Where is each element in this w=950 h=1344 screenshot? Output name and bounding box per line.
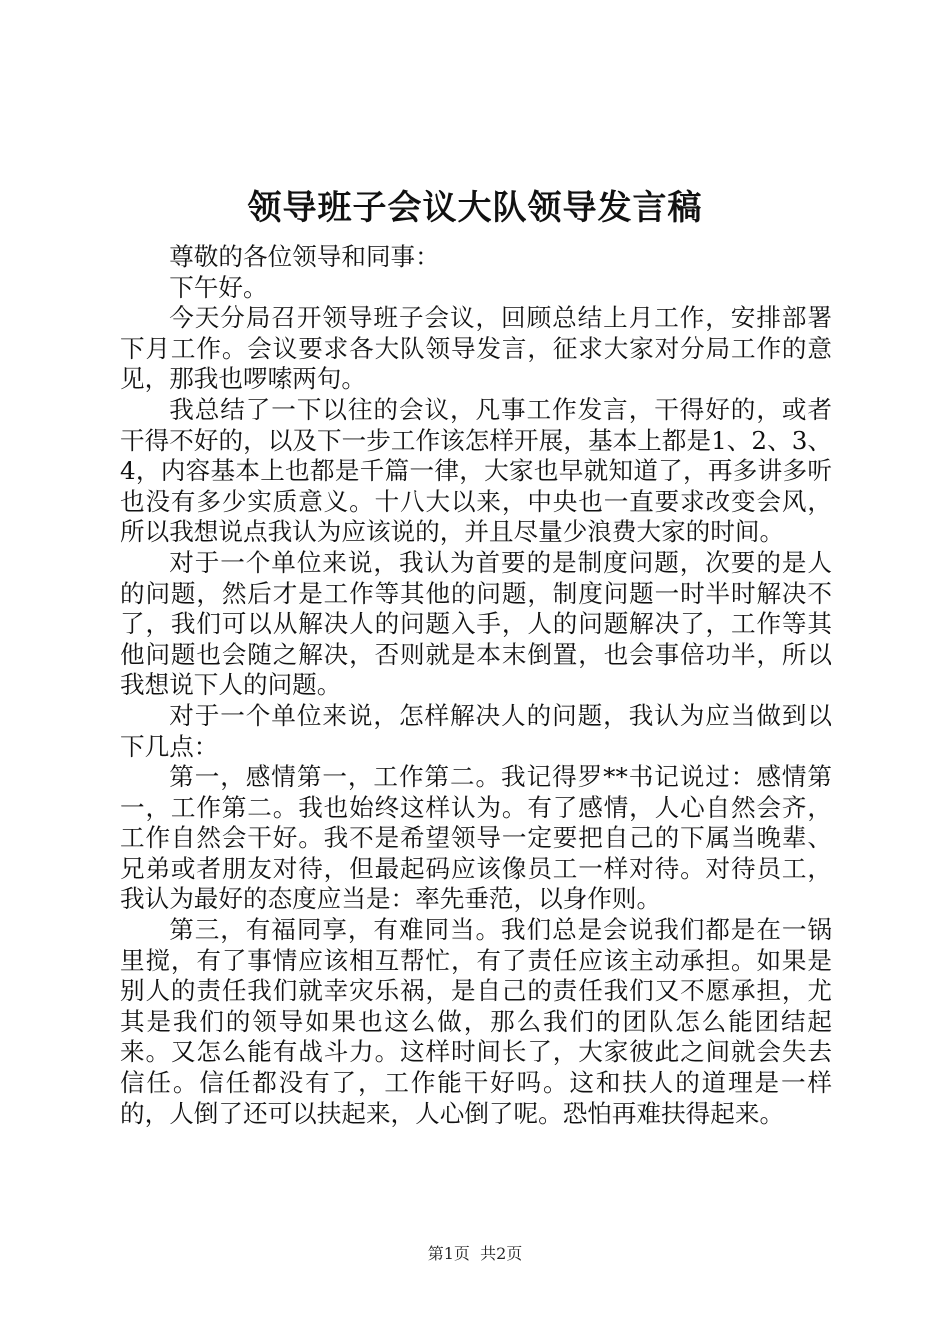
document-body	[120, 242, 832, 1129]
document-title: 领导班子会议大队领导发言稿	[247, 188, 703, 228]
paragraph-point-one: 第一，感情第一，工作第二。我记得罗**书记说过：感情第一，工作第二。我也始终这样认为。有了感情，人心自然会齐，工作自然会干好。我不是希望领导一定要把自己的下属当晚辈、兄弟或者朋友对待，但最起码应该像员工一样对待。对待员工，我认为最好的态度应当是：率先垂范，以身作则。	[120, 762, 832, 914]
page-total: 共2页	[480, 1244, 523, 1263]
paragraph-salutation: 尊敬的各位领导和同事：	[169, 242, 440, 271]
page-number: 第1页	[427, 1244, 470, 1263]
page-footer	[0, 1242, 950, 1266]
paragraph-intro: 今天分局召开领导班子会议，回顾总结上月工作，安排部署下月工作。会议要求各大队领导发言，征求大家对分局工作的意见，那我也啰嗦两句。	[120, 303, 832, 394]
paragraph-points-intro: 对于一个单位来说，怎样解决人的问题，我认为应当做到以下几点：	[120, 700, 832, 761]
paragraph-summary: 我总结了一下以往的会议，凡事工作发言，干得好的，或者干得不好的，以及下一步工作该怎样开展，基本上都是1、2、3、4，内容基本上也都是千篇一律，大家也早就知道了，再多讲多听也没有多少实质意义。十八大以来，中央也一直要求改变会风，所以我想说点我认为应该说的，并且尽量少浪费大家的时间。	[120, 394, 832, 547]
paragraph-greeting: 下午好。	[169, 272, 268, 302]
paragraph-priorities: 对于一个单位来说，我认为首要的是制度问题，次要的是人的问题，然后才是工作等其他的问题，制度问题一时半时解决不了，我们可以从解决人的问题入手，人的问题解决了，工作等其他问题也会随之解决，否则就是本末倒置，也会事倍功半，所以我想说下人的问题。	[120, 547, 832, 700]
paragraph-point-three: 第三，有福同享，有难同当。我们总是会说我们都是在一锅里搅，有了事情应该相互帮忙，有了责任应该主动承担。如果是别人的责任我们就幸灾乐祸，是自己的责任我们又不愿承担，尤其是我们的领导如果也这么做，那么我们的团队怎么能团结起来。又怎么能有战斗力。这样时间长了，大家彼此之间就会失去信任。信任都没有了，工作能干好吗。这和扶人的道理是一样的，人倒了还可以扶起来，人心倒了呢。恐怕再难扶得起来。	[120, 915, 832, 1128]
